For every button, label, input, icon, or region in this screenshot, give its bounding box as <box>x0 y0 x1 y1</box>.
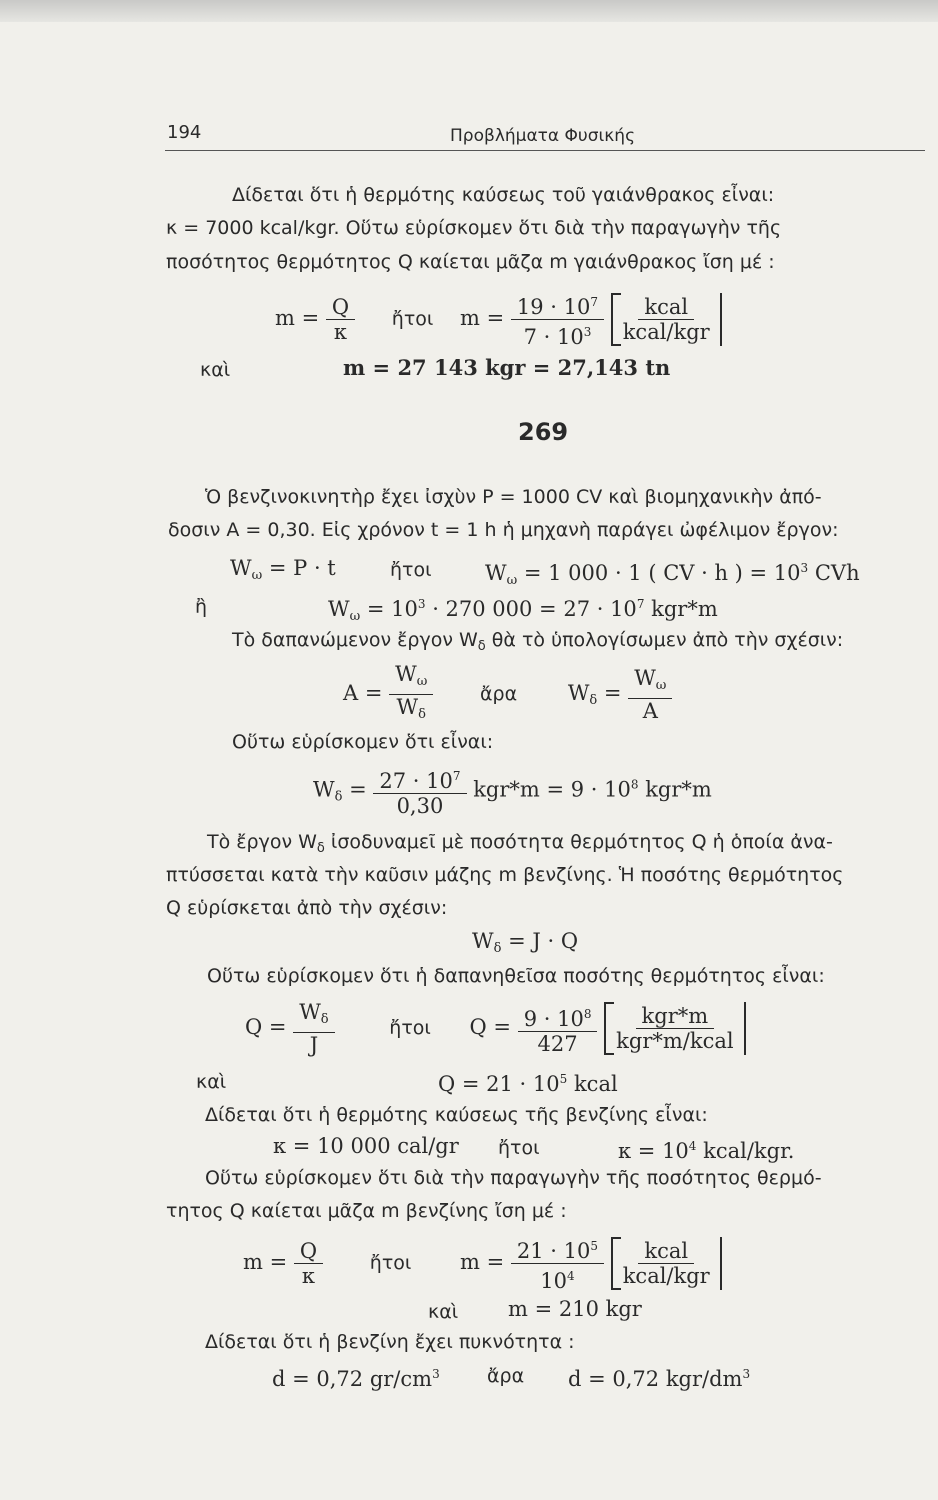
unit-bracket: $\frac{\text{kcal}}{\text{kcal/kgr}}$ <box>611 293 722 346</box>
eq-lhs: m = <box>460 306 505 330</box>
text-line: Δίδεται ὅτι ἡ θερμότης καύσεως τῆς βενζίνης εἶναι: <box>205 1104 708 1126</box>
text-line: Οὕτω εὑρίσκομεν ὅτι διὰ τὴν παραγωγὴν τῆς ποσότητος θερμό- <box>205 1167 822 1189</box>
eq-word: ἄρα <box>480 683 518 705</box>
equation <box>275 290 722 349</box>
equation: $Q = 21 \cdot 10^5$ kcal <box>438 1072 618 1096</box>
text-line: Οὕτω εὑρίσκομεν ὅτι εἶναι: <box>232 731 494 753</box>
eq-word: καὶ <box>200 359 231 381</box>
fraction: $\frac{W_\omega}{A}$ <box>628 666 672 723</box>
eq-word: ἄρα <box>487 1365 525 1387</box>
equation: m = $\frac{Q}{\kappa}$ ἤτοι m = $\frac{21 \cdot 10^5}{10^4}$ $\frac{\text{kcal}}{\text{kcal/kgr}}$ <box>243 1234 722 1293</box>
eq-word: καὶ <box>196 1071 227 1093</box>
text-line: Δίδεται ὅτι ἡ βενζίνη ἔχει πυκνότητα : <box>205 1331 575 1353</box>
equation: κ = 10 000 cal/gr <box>273 1134 459 1158</box>
equation: $W_\delta$ = $\frac{27 \cdot 10^7}{0,30}$ $kgr*m = 9 \cdot 10^8$ kgr*m <box>313 764 712 818</box>
eq-word: ἤτοι <box>390 559 432 581</box>
page-number: 194 <box>167 122 202 143</box>
header-rule <box>165 150 925 151</box>
equation: $W_\omega = 1$ 000 · 1 ( CV · h ) = $10^3$ CVh <box>485 561 860 588</box>
text-line: πτύσσεται κατὰ τὴν καῦσιν μάζης m βενζίνης. Ἡ ποσότης θερμότητος <box>166 864 844 886</box>
equation: $W_\omega = P \cdot t$ <box>230 556 336 583</box>
eq-lhs: m = <box>275 306 320 330</box>
fraction: $\frac{Q}{\kappa}$ <box>326 295 355 344</box>
text-line: ποσότητος θερμότητος Q καίεται μᾶζα m γαιάνθρακος ἴση μέ : <box>166 251 775 273</box>
equation: $W_\omega = 10^3 \cdot 270$ $000 = 27 \cdot 10^7$ kgr*m <box>328 597 718 624</box>
scan-top-edge <box>0 0 938 22</box>
eq-word: ἤτοι <box>498 1137 540 1159</box>
text-line: Δίδεται ὅτι ἡ θερμότης καύσεως τοῦ γαιάνθρακος εἶναι: <box>232 184 775 206</box>
fraction: $\frac{9 \cdot 10^8}{427}$ <box>518 1002 598 1056</box>
fraction: $\frac{27 \cdot 10^7}{0,30}$ <box>373 764 466 818</box>
fraction: $\frac{W_\omega}{W_\delta}$ <box>389 662 433 727</box>
text-line: κ = 7000 kcal/kgr. Οὕτω εὑρίσκομεν ὅτι διὰ τὴν παραγωγὴν τῆς <box>166 217 782 239</box>
equation: d = 0,72 kgr/$dm^3$ <box>568 1367 751 1391</box>
text-line: Τὸ ἔργον $W_\delta$ ἰσοδυναμεῖ μὲ ποσότητα θερμότητος Q ἡ ὁποία ἀνα- <box>207 831 833 856</box>
equation: d = 0,72 $gr/cm^3$ <box>272 1367 440 1391</box>
text-line: Τὸ δαπανώμενον ἔργον $W_\delta$ θὰ τὸ ὑπολογίσωμεν ἀπὸ τὴν σχέσιν: <box>232 629 844 654</box>
fraction: $\frac{19 \cdot 10^7}{7 \cdot 10^3}$ <box>511 290 604 349</box>
text-line: Ὁ βενζινοκινητὴρ ἔχει ἰσχὺν P = 1000 CV καὶ βιομηχανικὴν ἀπό- <box>205 486 822 508</box>
problem-number: 269 <box>518 418 569 446</box>
unit-bracket: $\frac{\text{kcal}}{\text{kcal/kgr}}$ <box>611 1237 722 1290</box>
eq-word: ἤτοι <box>369 1252 412 1274</box>
equation: $W_\delta = J \cdot Q$ <box>472 929 579 956</box>
equation: m = 210 kgr <box>508 1297 642 1321</box>
fraction: $\frac{21 \cdot 10^5}{10^4}$ <box>511 1234 604 1293</box>
text-line: τητος Q καίεται μᾶζα m βενζίνης ἴση μέ : <box>166 1200 567 1222</box>
equation: A = $\frac{W_\omega}{W_\delta}$ ἄρα $W_\delta$ = $\frac{W_\omega}{A}$ <box>343 662 672 727</box>
eq-word: ἤτοι <box>391 308 434 330</box>
text-line: Q εὑρίσκεται ἀπὸ τὴν σχέσιν: <box>166 897 448 919</box>
equation: Q = $\frac{W_\delta}{J}$ ἤτοι Q = $\frac{9 \cdot 10^8}{427}$ $\frac{\text{kgr*m}}{\text{kgr*m/kcal}}$ <box>245 1000 746 1057</box>
eq-word: ἢ <box>195 596 208 618</box>
fraction: $\frac{W_\delta}{J}$ <box>293 1000 334 1057</box>
unit-bracket: $\frac{\text{kgr*m}}{\text{kgr*m/kcal}}$ <box>604 1002 745 1055</box>
fraction: $\frac{Q}{\kappa}$ <box>294 1239 323 1288</box>
text-line: δοσιν A = 0,30. Εἰς χρόνον t = 1 h ἡ μηχανὴ παράγει ὠφέλιμον ἔργον: <box>168 519 839 541</box>
eq-word: ἤτοι <box>389 1017 431 1039</box>
eq-word: καὶ <box>428 1301 459 1323</box>
running-title: Προβλήματα Φυσικής <box>450 126 636 146</box>
equation: m = 27 143 kgr = 27,143 tn <box>343 355 671 380</box>
text-line: Οὕτω εὑρίσκομεν ὅτι ἡ δαπανηθεῖσα ποσότης θερμότητος εἶναι: <box>207 965 825 987</box>
equation: $\kappa = 10^4$ kcal/kgr. <box>618 1139 795 1163</box>
